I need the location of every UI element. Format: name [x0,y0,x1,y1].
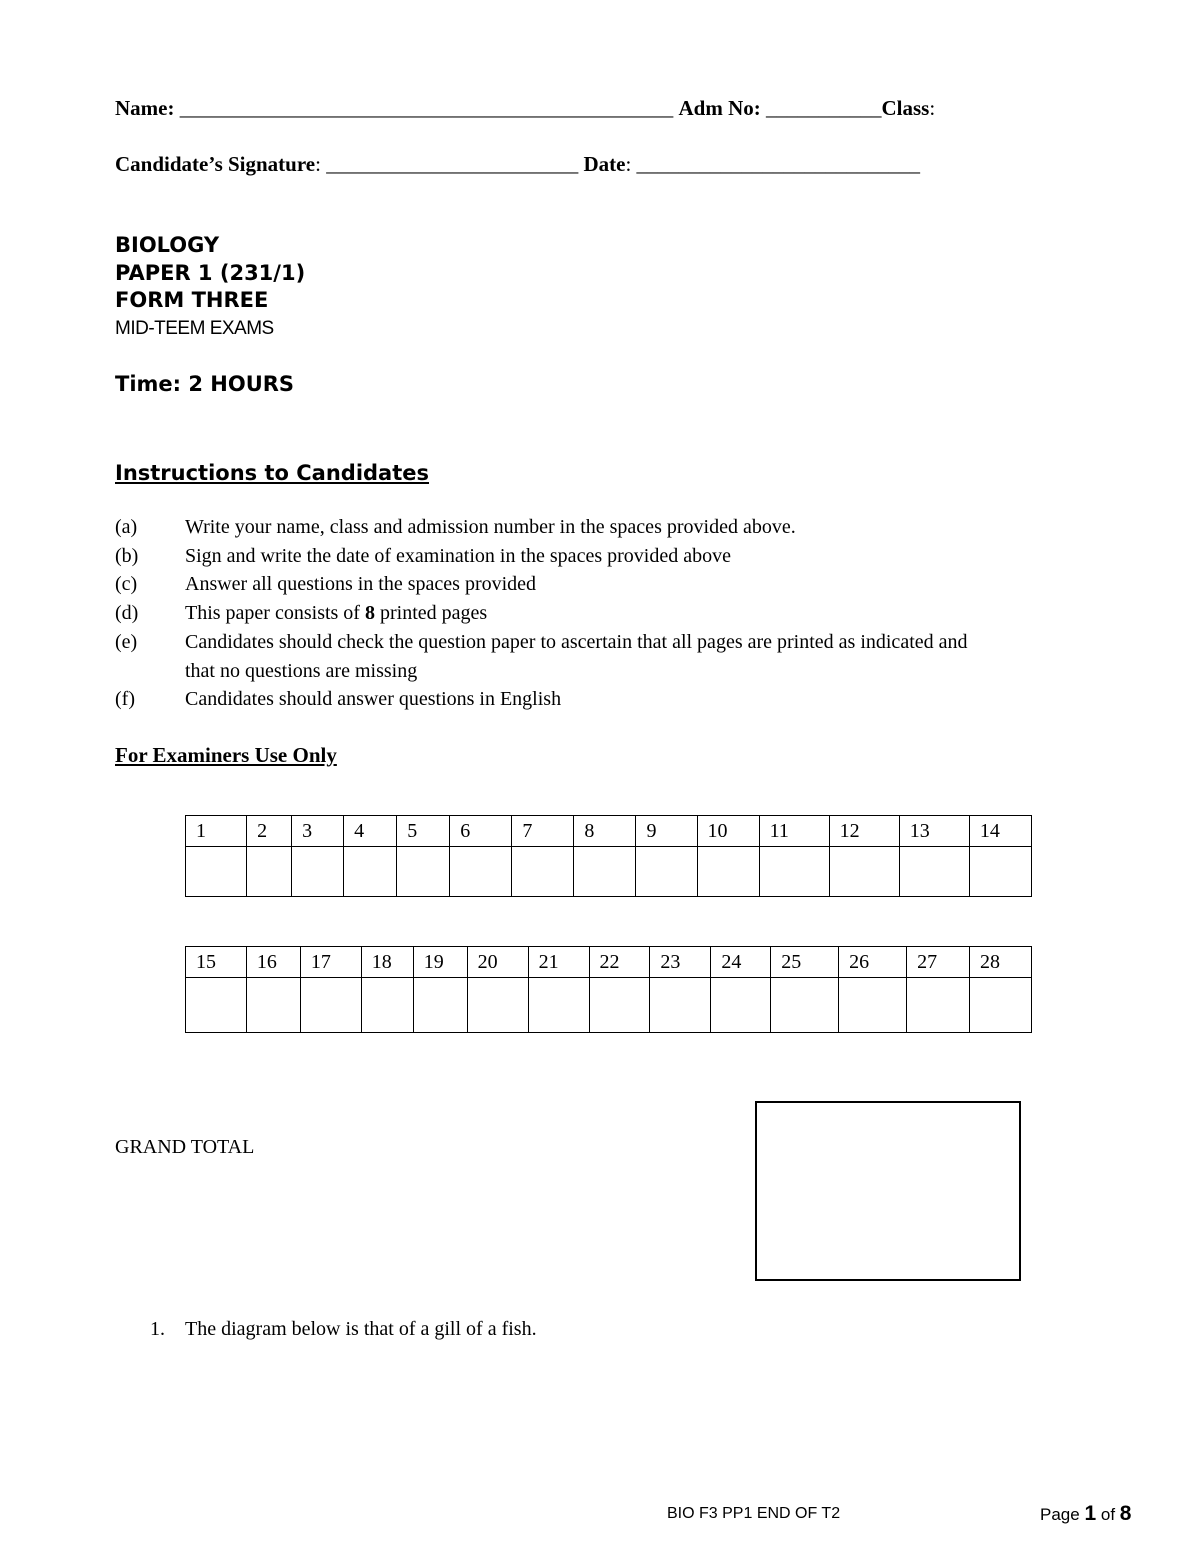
instruction-text: This paper consists of [185,602,365,624]
instruction-item [115,545,731,568]
paper-title: PAPER 1 (231/1) [115,261,306,285]
page-total: 8 [1119,1502,1132,1525]
question-number-cell: 19 [413,947,467,978]
score-row [186,978,1032,1033]
class-label: Class [881,96,930,120]
page-number: 1 [1084,1502,1097,1525]
score-cell[interactable] [450,847,512,897]
signature-line [115,152,920,177]
question-1 [150,1318,537,1341]
instruction-text-wrap: that no questions are missing [185,660,418,682]
instruction-label: (d) [115,602,139,624]
grand-total-label: GRAND TOTAL [115,1136,255,1158]
instruction-text: Candidates should check the question paper to ascertain that all pages are printed as indicated and [185,631,968,653]
score-cell[interactable] [574,847,636,897]
question-number-cell: 4 [344,816,397,847]
question-number-cell: 22 [589,947,650,978]
class-colon: : [929,96,936,120]
score-cell[interactable] [397,847,450,897]
question-number-cell: 5 [397,816,450,847]
score-cell[interactable] [970,978,1032,1033]
score-cell[interactable] [829,847,899,897]
score-cell[interactable] [300,978,361,1033]
score-cell[interactable] [413,978,467,1033]
question-number-cell: 25 [771,947,839,978]
question-number-cell: 20 [467,947,528,978]
instruction-item [115,688,561,711]
question-number-cell: 27 [907,947,970,978]
score-cell[interactable] [697,847,759,897]
score-cell[interactable] [907,978,970,1033]
score-cell[interactable] [247,847,292,897]
instruction-text: Answer all questions in the spaces provided [185,573,537,595]
date-blank[interactable]: ___________________________ [636,152,921,176]
question-number-cell: 24 [711,947,771,978]
question-number-cell: 9 [636,816,697,847]
instruction-label: (e) [115,631,138,653]
examiners-title: For Examiners Use Only [115,743,337,767]
question-number-cell: 17 [300,947,361,978]
date-colon: : [625,152,632,176]
date-label: Date [583,152,626,176]
score-cell[interactable] [292,847,344,897]
question-number-cell: 21 [528,947,589,978]
question-number-cell: 1 [186,816,247,847]
question-number-cell: 6 [450,816,512,847]
session-title: MID-TEEM EXAMS [115,318,274,339]
score-cell[interactable] [186,847,247,897]
score-cell[interactable] [467,978,528,1033]
score-cell[interactable] [361,978,413,1033]
score-cell[interactable] [512,847,574,897]
name-label: Name: [115,96,175,120]
score-cell[interactable] [650,978,711,1033]
question-number-row [186,947,1032,978]
page-count: 8 [364,602,375,624]
question-number-cell: 18 [361,947,413,978]
grand-total-box[interactable] [755,1101,1021,1281]
signature-blank[interactable]: ________________________ [326,152,579,176]
question-number-cell: 2 [247,816,292,847]
instruction-text-cont: printed pages [374,602,488,624]
score-cell[interactable] [186,978,247,1033]
score-cell[interactable] [636,847,697,897]
instruction-label: (a) [115,516,138,538]
time-allowed: Time: 2 HOURS [115,372,295,396]
score-cell[interactable] [839,978,907,1033]
question-number-cell: 23 [650,947,711,978]
instruction-text: Write your name, class and admission number in the spaces provided above. [185,516,796,538]
page-word: Page [1040,1505,1080,1524]
question-text: The diagram below is that of a gill of a fish. [185,1318,537,1340]
score-cell[interactable] [759,847,829,897]
name-blank[interactable]: _______________________________________________ [179,96,674,120]
of-word: of [1100,1505,1116,1524]
score-cell[interactable] [246,978,300,1033]
question-number-cell: 12 [829,816,899,847]
form-title: FORM THREE [115,288,269,312]
subject-title: BIOLOGY [115,233,220,257]
score-cell[interactable] [711,978,771,1033]
footer-code: BIO F3 PP1 END OF T2 [667,1505,841,1522]
question-number-cell: 16 [246,947,300,978]
question-number-row [186,816,1032,847]
instruction-item [115,516,796,539]
question-number-cell: 11 [759,816,829,847]
question-number-cell: 10 [697,816,759,847]
question-number-cell: 7 [512,816,574,847]
adm-label: Adm No: [678,96,761,120]
question-number-cell: 3 [292,816,344,847]
score-cell[interactable] [344,847,397,897]
question-number: 1. [150,1318,165,1340]
page-indicator [1040,1502,1131,1526]
signature-colon: : [315,152,321,176]
score-cell[interactable] [528,978,589,1033]
adm-blank[interactable]: ___________ [765,96,882,120]
question-number-cell: 28 [970,947,1032,978]
instructions-title: Instructions to Candidates [115,461,430,485]
name-line [115,96,935,121]
question-number-cell: 8 [574,816,636,847]
instruction-label: (f) [115,688,135,710]
score-row [186,847,1032,897]
instruction-label: (c) [115,573,138,595]
score-cell[interactable] [771,978,839,1033]
instruction-label: (b) [115,545,139,567]
question-number-cell: 15 [186,947,247,978]
score-table-2 [185,946,1032,1033]
instruction-item [115,602,487,625]
question-number-cell: 14 [969,816,1031,847]
score-cell[interactable] [589,978,650,1033]
instruction-item [115,573,536,596]
score-cell[interactable] [899,847,969,897]
signature-label: Candidate’s Signature [115,152,316,176]
score-cell[interactable] [969,847,1031,897]
instruction-text: Candidates should answer questions in English [185,688,562,710]
instruction-item [115,631,968,654]
question-number-cell: 13 [899,816,969,847]
instruction-text: Sign and write the date of examination in the spaces provided above [185,545,731,567]
score-table-1 [185,815,1032,897]
question-number-cell: 26 [839,947,907,978]
